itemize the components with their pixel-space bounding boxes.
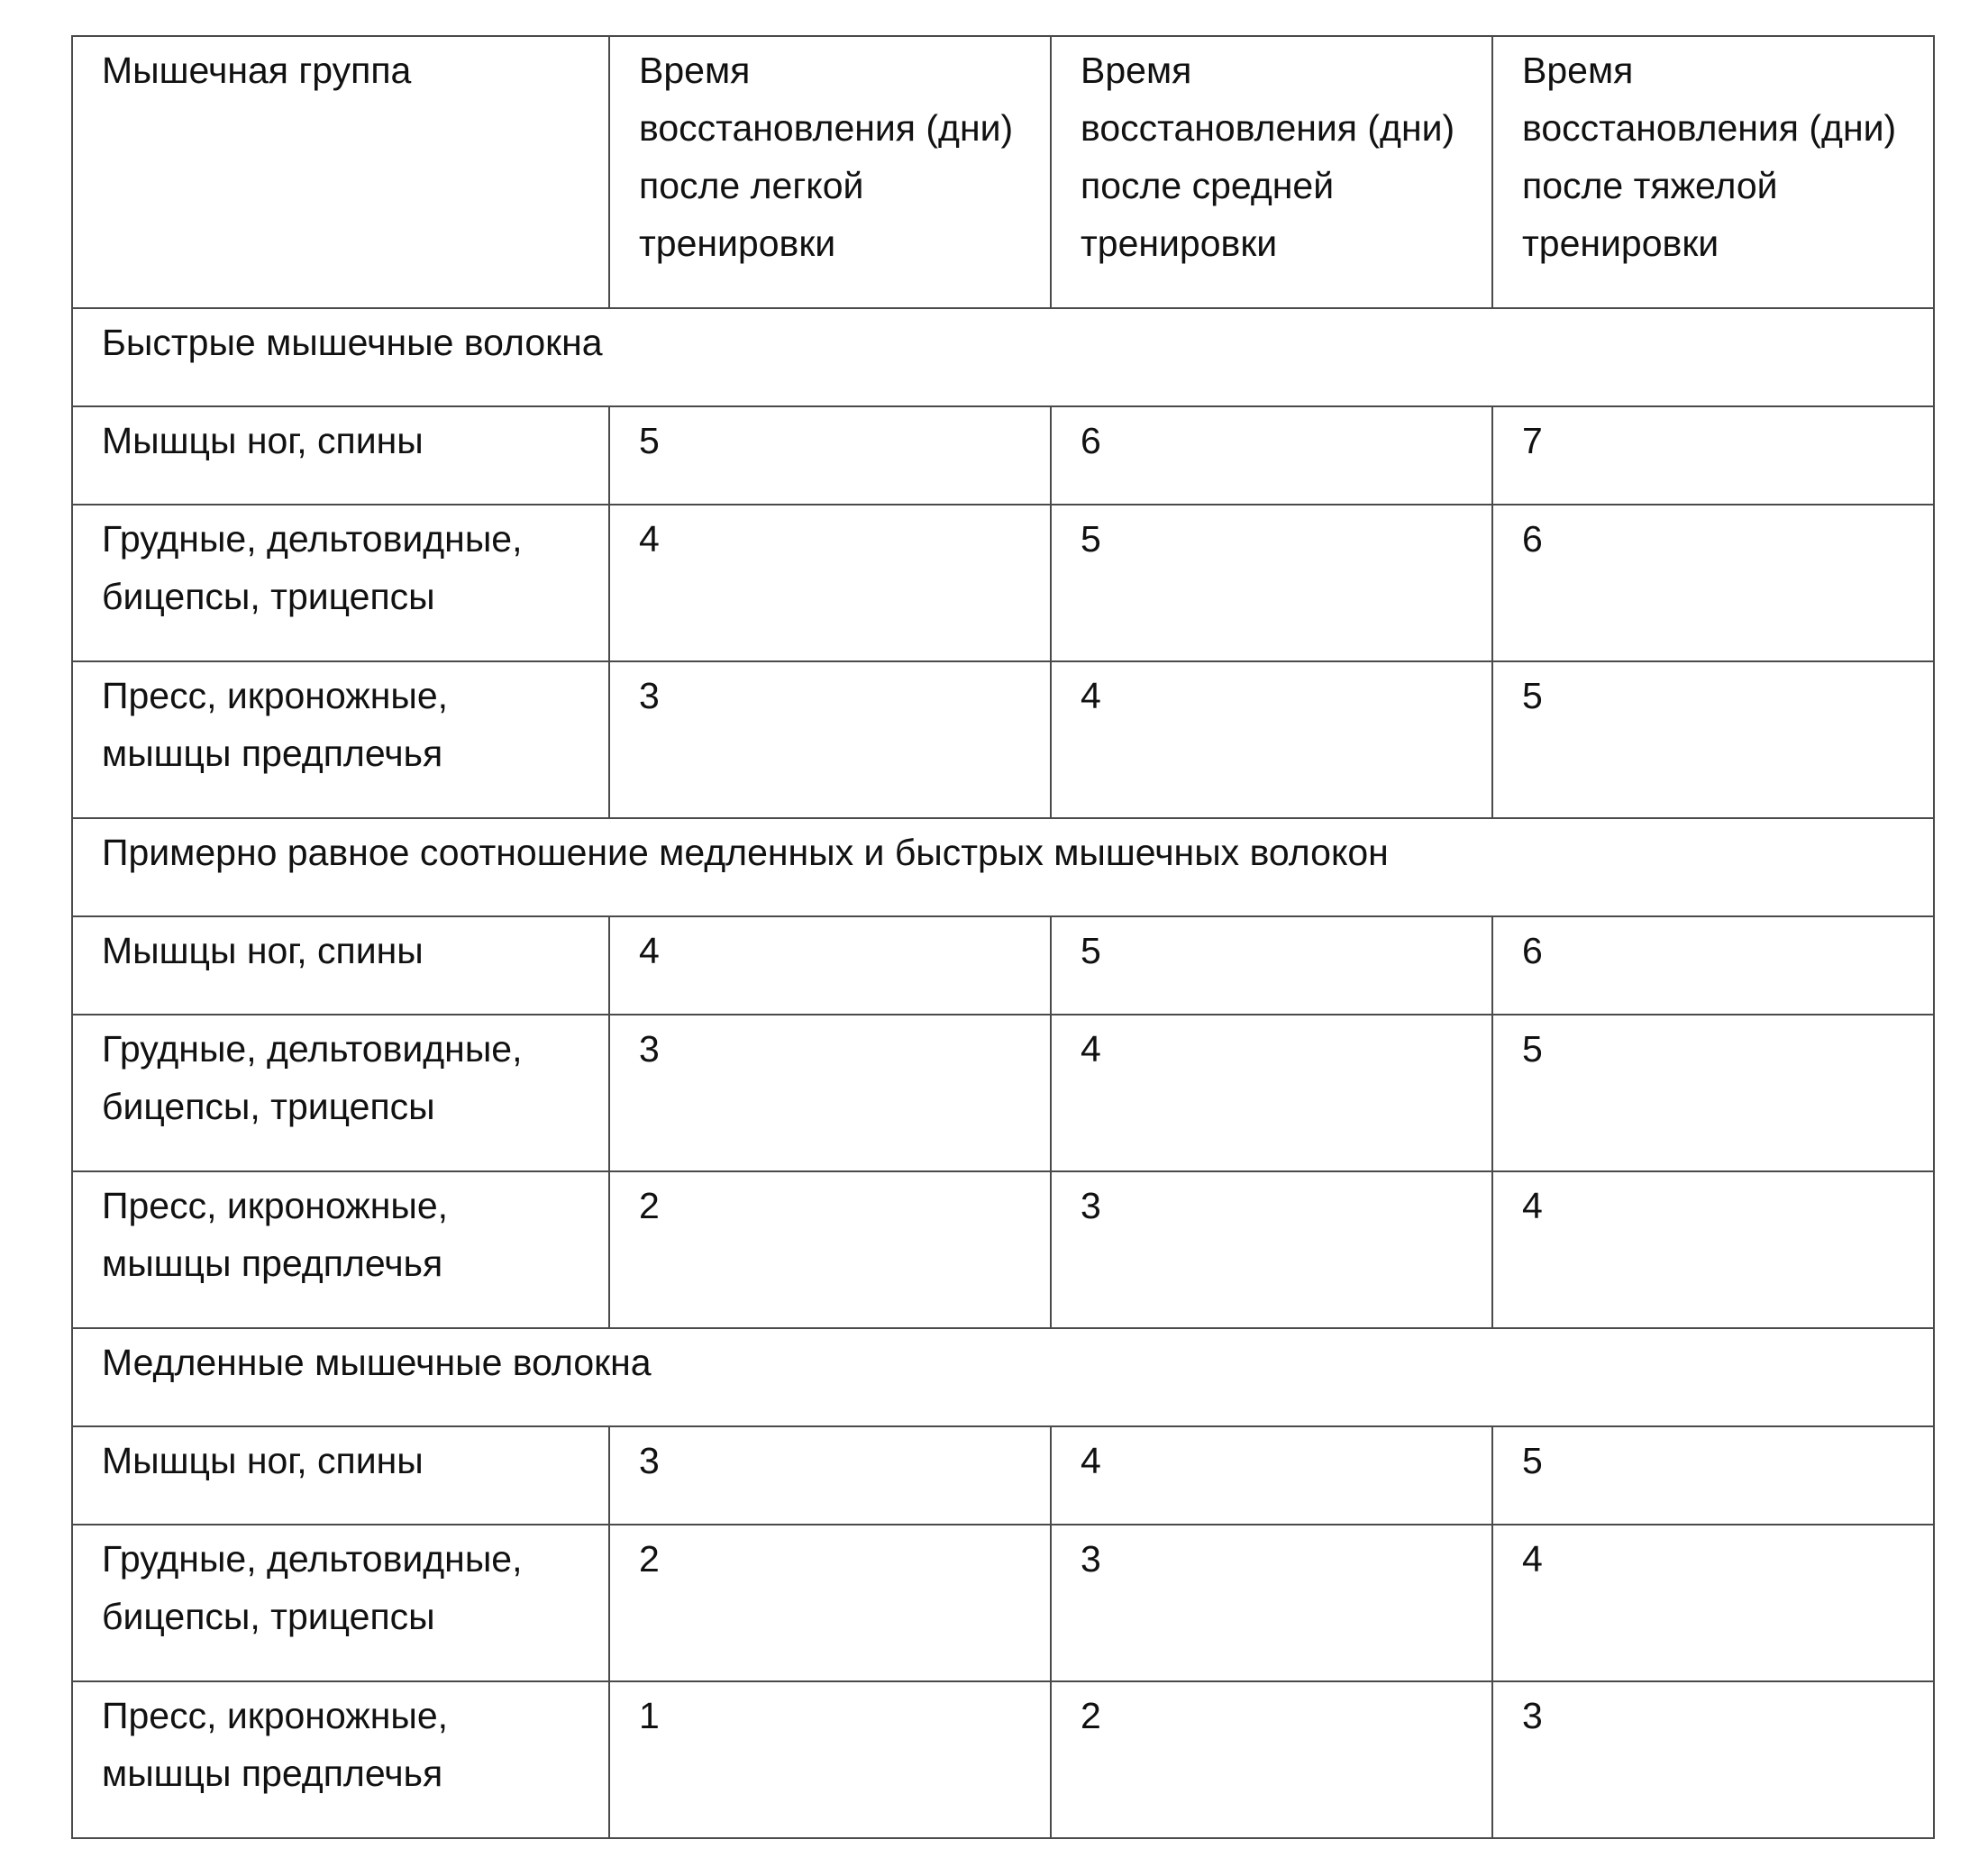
section-title: Медленные мышечные волокна (72, 1328, 1934, 1426)
muscle-group-line: Мышцы ног, спины (102, 930, 424, 971)
value-cell-medium: 2 (1051, 1681, 1492, 1838)
muscle-group-cell (72, 916, 609, 1015)
header-text-line: после средней (1081, 165, 1335, 206)
value-cell-medium: 5 (1051, 505, 1492, 661)
value-cell-heavy: 5 (1492, 661, 1934, 818)
value-cell-medium: 3 (1051, 1525, 1492, 1681)
muscle-group-cell (72, 1015, 609, 1171)
table-row (72, 1426, 1934, 1525)
muscle-group-line: мышцы предплечья (102, 1753, 443, 1794)
table-row (72, 1015, 1934, 1171)
muscle-group-line: Грудные, дельтовидные, (102, 518, 523, 560)
value-cell-heavy: 5 (1492, 1015, 1934, 1171)
muscle-group-line: Пресс, икроножные, (102, 675, 449, 716)
header-text-line: тренировки (1522, 223, 1719, 264)
muscle-group-line: Пресс, икроножные, (102, 1695, 449, 1736)
header-text-line: восстановления (дни) (1522, 107, 1897, 149)
section-row (72, 818, 1934, 916)
section-title: Быстрые мышечные волокна (72, 308, 1934, 406)
value-cell-heavy: 4 (1492, 1525, 1934, 1681)
table-row (72, 661, 1934, 818)
muscle-group-cell (72, 1525, 609, 1681)
header-text-line: тренировки (1081, 223, 1278, 264)
muscle-group-line: Грудные, дельтовидные, (102, 1538, 523, 1580)
value-cell-medium: 5 (1051, 916, 1492, 1015)
header-text-line: восстановления (дни) (1081, 107, 1455, 149)
table-row (72, 1525, 1934, 1681)
header-text-line: после легкой (639, 165, 864, 206)
value-cell-heavy: 6 (1492, 505, 1934, 661)
muscle-group-cell (72, 1171, 609, 1328)
section-row (72, 1328, 1934, 1426)
muscle-group-cell (72, 661, 609, 818)
muscle-group-line: Мышцы ног, спины (102, 420, 424, 461)
recovery-table (71, 35, 1935, 1839)
muscle-group-cell (72, 406, 609, 505)
value-cell-heavy: 4 (1492, 1171, 1934, 1328)
header-row (72, 36, 1934, 308)
header-text-line: тренировки (639, 223, 836, 264)
muscle-group-line: бицепсы, трицепсы (102, 576, 435, 617)
value-cell-light: 5 (609, 406, 1051, 505)
table-row (72, 406, 1934, 505)
value-cell-light: 2 (609, 1171, 1051, 1328)
muscle-group-line: бицепсы, трицепсы (102, 1596, 435, 1637)
muscle-group-line: мышцы предплечья (102, 733, 443, 774)
value-cell-light: 3 (609, 1426, 1051, 1525)
value-cell-medium: 4 (1051, 661, 1492, 818)
value-cell-medium: 4 (1051, 1426, 1492, 1525)
value-cell-heavy: 3 (1492, 1681, 1934, 1838)
header-cell-light (609, 36, 1051, 308)
muscle-group-cell (72, 1681, 609, 1838)
value-cell-light: 3 (609, 1015, 1051, 1171)
value-cell-light: 4 (609, 505, 1051, 661)
muscle-group-line: Пресс, икроножные, (102, 1185, 449, 1226)
table-row (72, 1171, 1934, 1328)
section-title: Примерно равное соотношение медленных и быстрых мышечных волокон (72, 818, 1934, 916)
value-cell-medium: 6 (1051, 406, 1492, 505)
value-cell-light: 2 (609, 1525, 1051, 1681)
value-cell-medium: 3 (1051, 1171, 1492, 1328)
header-text-line: восстановления (дни) (639, 107, 1014, 149)
value-cell-light: 3 (609, 661, 1051, 818)
muscle-group-line: мышцы предплечья (102, 1243, 443, 1284)
header-cell-group (72, 36, 609, 308)
section-row (72, 308, 1934, 406)
table-row (72, 916, 1934, 1015)
muscle-group-cell (72, 505, 609, 661)
value-cell-medium: 4 (1051, 1015, 1492, 1171)
value-cell-light: 1 (609, 1681, 1051, 1838)
value-cell-heavy: 6 (1492, 916, 1934, 1015)
muscle-group-line: Грудные, дельтовидные, (102, 1028, 523, 1070)
header-cell-medium (1051, 36, 1492, 308)
header-group-label: Мышечная группа (102, 50, 412, 91)
header-text-line: Время (1081, 50, 1192, 91)
header-text-line: Время (639, 50, 751, 91)
header-cell-heavy (1492, 36, 1934, 308)
header-text-line: после тяжелой (1522, 165, 1778, 206)
header-text-line: Время (1522, 50, 1634, 91)
muscle-group-line: бицепсы, трицепсы (102, 1086, 435, 1127)
value-cell-light: 4 (609, 916, 1051, 1015)
muscle-group-line: Мышцы ног, спины (102, 1440, 424, 1481)
value-cell-heavy: 5 (1492, 1426, 1934, 1525)
table-row (72, 505, 1934, 661)
muscle-group-cell (72, 1426, 609, 1525)
value-cell-heavy: 7 (1492, 406, 1934, 505)
table-row (72, 1681, 1934, 1838)
